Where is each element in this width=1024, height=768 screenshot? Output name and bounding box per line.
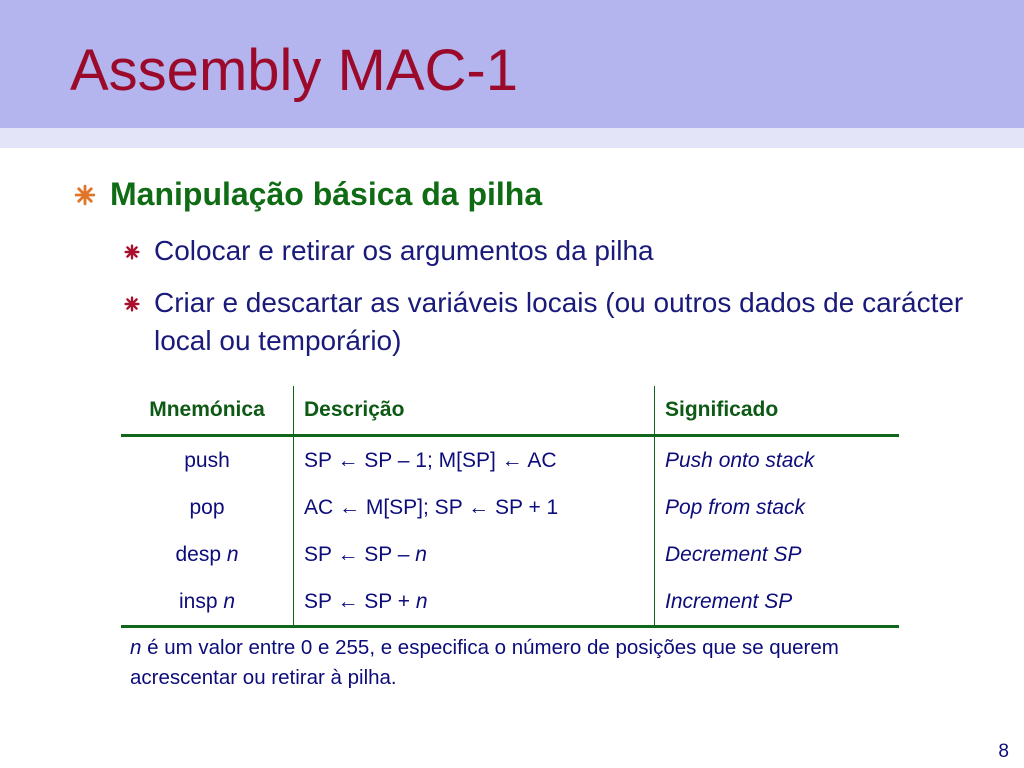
mnemonic-text: push (184, 448, 230, 472)
column-header-description: Descrição (294, 386, 655, 436)
bullet-level2-item (124, 284, 984, 360)
meaning-cell: Pop from stack (665, 495, 806, 519)
mnemonic-text: insp (178, 589, 224, 613)
bullet-level1 (78, 172, 542, 216)
description-arg: n (415, 542, 427, 566)
slide-title: Assembly MAC-1 (70, 38, 518, 103)
mnemonic-arg: n (223, 589, 236, 613)
description-arg: n (415, 589, 428, 613)
footnote-text: é um valor entre 0 e 255, e especifica o número de posições que se querem acrescentar ou retirar à pilha. (130, 636, 839, 689)
footnote-variable: n (130, 636, 142, 659)
description-cell (294, 484, 655, 531)
meaning-cell: Increment SP (655, 578, 900, 627)
snowflake-bullet-icon (74, 184, 96, 206)
description-text: SP ← SP + (304, 589, 416, 613)
header-stripe (0, 128, 1024, 148)
bullet-level2-item (124, 232, 654, 270)
description-text: AC ← M[SP]; SP ← SP + 1 (304, 495, 559, 519)
description-text: SP ← SP – 1; M[SP] ← AC (304, 448, 557, 472)
table-row (121, 436, 899, 485)
description-text: SP ← SP – (304, 542, 416, 566)
mnemonic-cell (121, 578, 294, 627)
table-footnote (130, 633, 900, 693)
page-number: 8 (998, 741, 1009, 762)
mnemonic-cell (121, 436, 294, 485)
mnemonic-arg: n (226, 542, 239, 566)
column-header-mnemonic: Mnemónica (121, 386, 294, 436)
mnemonic-text: pop (189, 495, 225, 519)
stack-instructions-table (121, 386, 899, 628)
snowflake-bullet-icon (124, 296, 140, 312)
table-header-row (121, 386, 899, 436)
table-row (121, 484, 899, 531)
mnemonic-text: desp (175, 542, 227, 566)
column-header-meaning: Significado (655, 386, 900, 436)
mnemonic-cell (121, 531, 294, 578)
description-cell (294, 436, 655, 485)
bullet-level1-text: Manipulação básica da pilha (110, 176, 543, 212)
meaning-cell: Decrement SP (665, 542, 802, 566)
table-row (121, 578, 899, 627)
table-row (121, 531, 899, 578)
bullet-level2-text: Criar e descartar as variáveis locais (ou outros dados de carácter local ou temporário) (154, 287, 964, 356)
description-cell (294, 578, 655, 627)
snowflake-bullet-icon (124, 244, 140, 260)
meaning-cell: Push onto stack (665, 448, 815, 472)
bullet-level2-text: Colocar e retirar os argumentos da pilha (154, 235, 654, 266)
mnemonic-cell (121, 484, 294, 531)
description-cell (294, 531, 655, 578)
